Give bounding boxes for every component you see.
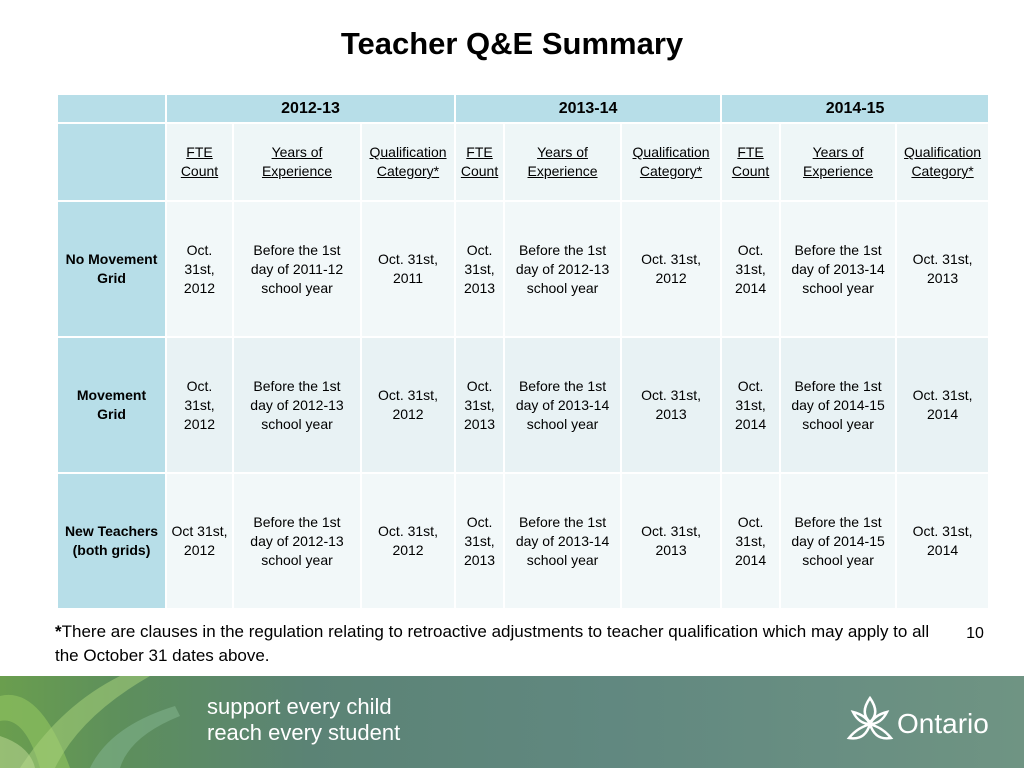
cell-line: day of 2012-13: [515, 260, 610, 277]
table-cell: [233, 337, 361, 473]
table-cell: [166, 337, 233, 473]
col-header-experience: Years of Experience: [233, 123, 361, 201]
table-cell: [896, 201, 989, 337]
footnote: [55, 620, 945, 668]
col-header-experience: Years of Experience: [780, 123, 896, 201]
col-header-fte: FTE Count: [455, 123, 504, 201]
table-cell: [361, 201, 455, 337]
slide-title: Teacher Q&E Summary: [340, 26, 684, 61]
corner-cell: [57, 94, 166, 123]
table-cell: [780, 201, 896, 337]
year-header: 2014-15: [721, 94, 989, 123]
slogan-line: support every child: [207, 694, 392, 719]
table-cell: [721, 201, 780, 337]
cell-line: 2013: [655, 542, 687, 558]
cell-line: 2013: [463, 279, 496, 296]
slogan: [207, 694, 400, 746]
cell-line: school year: [802, 415, 874, 432]
cell-line: 2012: [183, 279, 216, 296]
table-cell: [166, 473, 233, 609]
cell-line: Oct. 31st,: [378, 387, 438, 403]
row-header-line: Grid: [97, 270, 126, 286]
cell-line: day of 2014-15: [791, 532, 885, 549]
cell-line: 31st,: [464, 396, 495, 413]
cell-line: Before the 1st: [518, 241, 607, 258]
cell-line: Oct. 31st,: [378, 251, 438, 267]
cell-line: 2014: [927, 406, 959, 422]
trillium-icon: [845, 694, 895, 750]
cell-line: Before the 1st: [253, 377, 341, 394]
table-cell: [721, 337, 780, 473]
cell-line: Before the 1st: [253, 241, 341, 258]
cell-line: 2012: [655, 270, 687, 286]
cell-line: Oct.: [186, 241, 213, 258]
year-header: 2013-14: [455, 94, 721, 123]
col-header-qualification: Qualification Category*: [896, 123, 989, 201]
cell-line: school year: [261, 551, 333, 568]
cell-line: day of 2011-12: [250, 260, 344, 277]
cell-line: 2012: [392, 406, 424, 422]
table-cell: [504, 201, 621, 337]
cell-line: 31st,: [735, 260, 766, 277]
cell-line: 2012: [183, 542, 216, 558]
cell-line: 2012: [392, 542, 424, 558]
cell-line: school year: [261, 279, 333, 296]
leaf-graphic: [0, 676, 200, 768]
col-header-qualification: Qualification Category*: [621, 123, 721, 201]
column-header-row: [57, 123, 989, 201]
year-header-row: [57, 94, 989, 123]
cell-line: 2014: [734, 551, 767, 568]
cell-line: 31st,: [184, 260, 215, 277]
table-cell: [896, 473, 989, 609]
cell-line: 2012: [183, 415, 216, 432]
row-header: [57, 473, 166, 609]
cell-line: Oct. 31st,: [641, 251, 701, 267]
cell-line: day of 2013-14: [515, 396, 610, 413]
cell-line: 31st,: [464, 532, 495, 549]
cell-line: school year: [526, 279, 599, 296]
row-header-line: (both grids): [72, 542, 151, 558]
table-cell: [621, 337, 721, 473]
corner-cell: [57, 123, 166, 201]
slogan-line: reach every student: [207, 720, 401, 745]
footnote-marker: *: [55, 622, 62, 641]
cell-line: Before the 1st: [518, 377, 607, 394]
cell-line: 2013: [463, 415, 496, 432]
cell-line: 2013: [655, 406, 687, 422]
cell-line: Oct.: [737, 377, 764, 394]
summary-table: [56, 93, 990, 610]
cell-line: Oct.: [186, 377, 213, 394]
year-header: 2012-13: [166, 94, 455, 123]
cell-line: Oct. 31st,: [912, 251, 973, 267]
cell-line: Oct.: [737, 513, 764, 530]
table-cell: [721, 473, 780, 609]
cell-line: school year: [526, 551, 599, 568]
table-cell: [621, 201, 721, 337]
cell-line: Oct. 31st,: [641, 387, 701, 403]
cell-line: Oct. 31st,: [912, 387, 973, 403]
cell-line: Before the 1st: [794, 513, 882, 530]
row-header-line: New Teachers: [64, 523, 159, 539]
table-cell: [780, 473, 896, 609]
cell-line: school year: [802, 551, 874, 568]
cell-line: Oct.: [466, 377, 493, 394]
ontario-logo: [845, 694, 995, 754]
cell-line: Before the 1st: [794, 377, 882, 394]
row-header-line: No Movement: [65, 251, 158, 267]
row-header: [57, 201, 166, 337]
cell-line: Before the 1st: [253, 513, 341, 530]
cell-line: school year: [802, 279, 874, 296]
row-header-line: Movement: [76, 387, 147, 403]
table-cell: [455, 337, 504, 473]
table-cell: [166, 201, 233, 337]
col-header-fte: FTE Count: [166, 123, 233, 201]
cell-line: 2014: [734, 279, 767, 296]
row-header: [57, 337, 166, 473]
cell-line: day of 2014-15: [791, 396, 885, 413]
cell-line: 2014: [734, 415, 767, 432]
cell-line: Oct.: [737, 241, 764, 258]
cell-line: 2011: [392, 270, 424, 286]
cell-line: 2013: [463, 551, 496, 568]
table-cell: [233, 201, 361, 337]
cell-line: Oct. 31st,: [378, 523, 438, 539]
table-cell: [504, 473, 621, 609]
footnote-text: There are clauses in the regulation relating to retroactive adjustments to teacher qualification which may apply to all the October 31 dates above.: [55, 622, 930, 665]
cell-line: day of 2012-13: [250, 396, 344, 413]
cell-line: Oct. 31st,: [641, 523, 701, 539]
table-row: [57, 337, 989, 473]
cell-line: Oct 31st,: [171, 523, 228, 539]
table-cell: [361, 337, 455, 473]
cell-line: Before the 1st: [794, 241, 882, 258]
table-cell: [455, 201, 504, 337]
table-cell: [780, 337, 896, 473]
cell-line: Oct.: [466, 513, 493, 530]
cell-line: day of 2013-14: [791, 260, 885, 277]
row-header-line: Grid: [97, 406, 126, 422]
cell-line: 2013: [927, 270, 959, 286]
col-header-qualification: Qualification Category*: [361, 123, 455, 201]
cell-line: Oct.: [466, 241, 493, 258]
table-cell: [233, 473, 361, 609]
cell-line: school year: [261, 415, 333, 432]
table-row: [57, 473, 989, 609]
col-header-experience: Years of Experience: [504, 123, 621, 201]
footer-banner: [0, 676, 1024, 768]
table-row: [57, 201, 989, 337]
cell-line: day of 2013-14: [515, 532, 610, 549]
cell-line: 31st,: [464, 260, 495, 277]
cell-line: Oct. 31st,: [912, 523, 973, 539]
table-cell: [361, 473, 455, 609]
cell-line: school year: [526, 415, 599, 432]
table-cell: [455, 473, 504, 609]
cell-line: 31st,: [735, 532, 766, 549]
cell-line: Before the 1st: [518, 513, 607, 530]
col-header-fte: FTE Count: [721, 123, 780, 201]
cell-line: 31st,: [184, 396, 215, 413]
cell-line: 2014: [927, 542, 959, 558]
table-cell: [896, 337, 989, 473]
cell-line: day of 2012-13: [250, 532, 344, 549]
page-number: 10: [966, 625, 984, 642]
table-cell: [504, 337, 621, 473]
logo-text: Ontario: [897, 708, 989, 739]
table-cell: [621, 473, 721, 609]
cell-line: 31st,: [735, 396, 766, 413]
